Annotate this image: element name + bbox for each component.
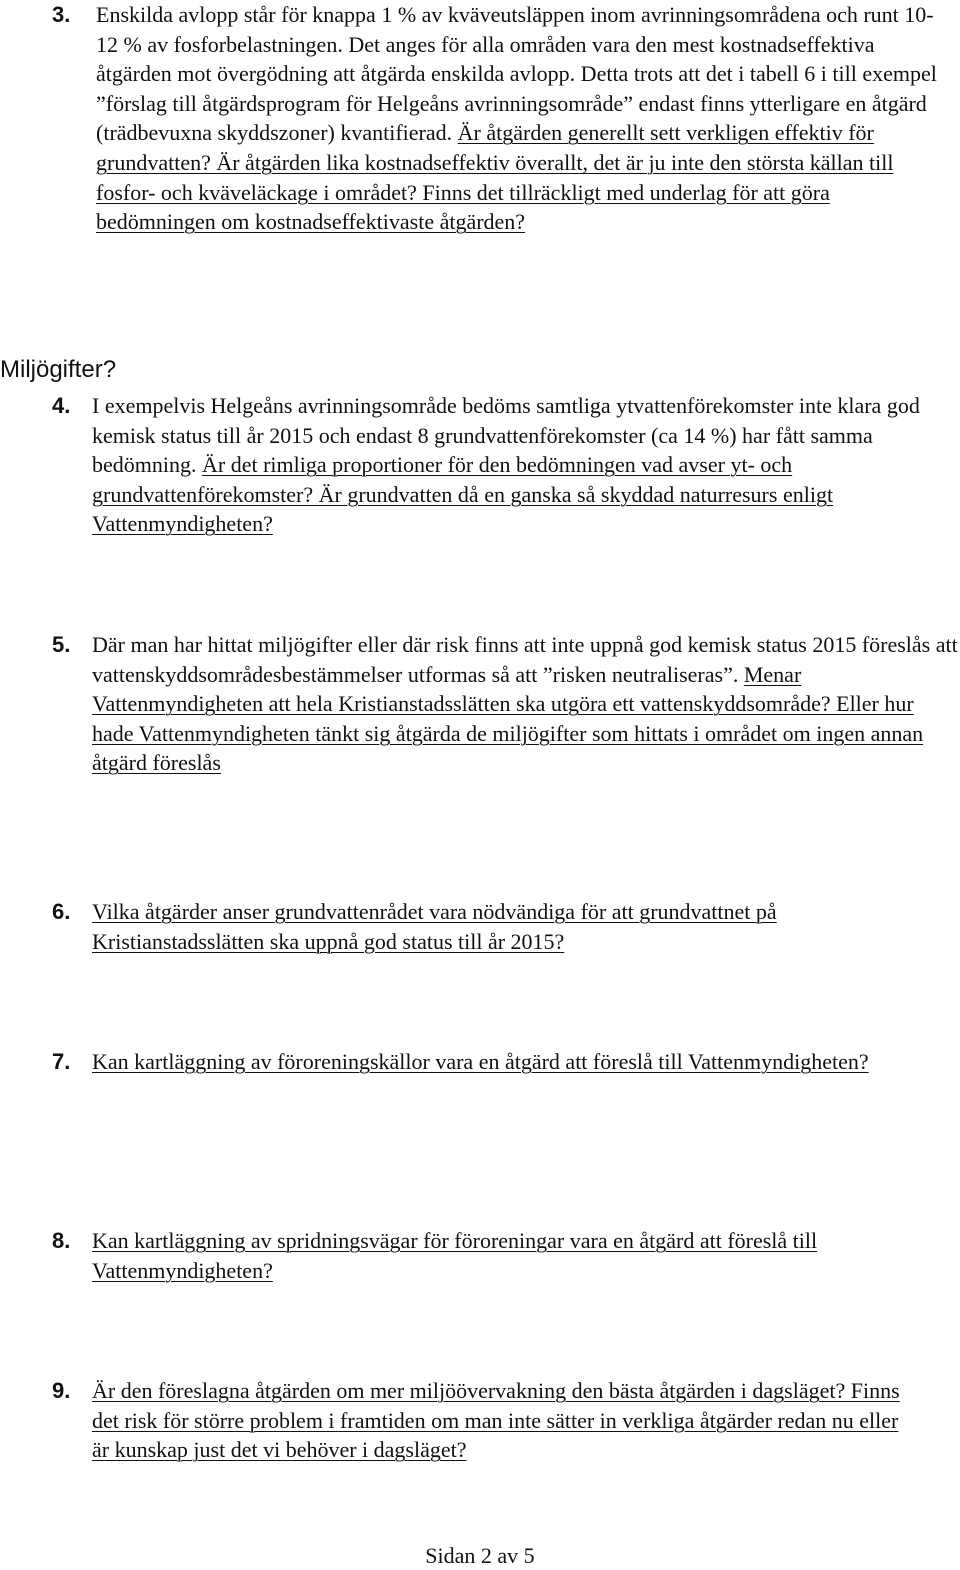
question-underlined: Är den föreslagna åtgärden om mer miljöövervakning den bästa åtgärden i dagsläget? Finns det risk för större problem i framtiden om man inte sätter in verkliga åtgärder redan nu eller är kunskap just det vi behöver i dagsläget? [92, 1378, 900, 1463]
question-underlined: Kan kartläggning av spridningsvägar för föroreningar vara en åtgärd att föreslå till Vattenmyndigheten? [92, 1228, 818, 1283]
page-footer: Sidan 2 av 5 [425, 1543, 535, 1568]
question-number: 9. [52, 1378, 71, 1403]
question-number: 8. [52, 1228, 71, 1253]
question-text [92, 1376, 902, 1465]
question-number: 6. [52, 899, 71, 924]
question-text [92, 630, 958, 778]
question-underlined: Vilka åtgärder anser grundvattenrådet vara nödvändiga för att grundvattnet på Kristianstadsslätten ska uppnå god status till år 2015? [92, 899, 777, 954]
question-text [92, 1226, 952, 1285]
question-text [92, 897, 932, 956]
question-text [96, 0, 952, 237]
question-number: 3. [52, 2, 71, 27]
question-text [92, 391, 958, 539]
question-text [92, 1047, 892, 1077]
question-underlined: Är åtgärden generellt sett verkligen effektiv för grundvatten? Är åtgärden lika kostnadseffektiv överallt, det är ju inte den största källan till fosfor- och kväveläckage i området? Finns det tillräckligt med underlag för att göra bedömningen om kostnadseffektivaste åtgärden? [96, 120, 894, 235]
question-underlined: Är det rimliga proportioner för den bedömningen vad avser yt- och grundvattenförekomster? Är grundvatten då en ganska så skyddad naturresurs enligt Vattenmyndigheten? [92, 452, 834, 537]
question-statement: Enskilda avlopp står för knappa 1 % av kväveutsläppen inom avrinningsområdena och runt 10-12 % av fosforbelastningen. Det anges för alla områden vara den mest kostnadseffektiva åtgärden mot övergödning att åtgärda enskilda avlopp. Detta trots att det i tabell 6 i till exempel ”förslag till åtgärdsprogram för Helgeåns avrinningsområde” endast finns ytterligare en åtgärd (trädbevuxna skyddszoner) kvantifierad. [96, 2, 937, 146]
question-statement: I exempelvis Helgeåns avrinningsområde bedöms samtliga ytvattenförekomster inte klara god kemisk status till år 2015 och endast 8 grundvattenförekomster (ca 14 %) har fått samma bedömning. [92, 393, 920, 478]
question-number: 7. [52, 1049, 71, 1074]
question-number: 4. [52, 393, 71, 418]
question-underlined: Menar Vattenmyndigheten att hela Kristianstadsslätten ska utgöra ett vattenskyddsområde? Eller hur hade Vattenmyndigheten tänkt sig åtgärda de miljögifter som hittats i området om ingen annan åtgärd föreslås [92, 661, 924, 776]
question-number: 5. [52, 632, 71, 657]
question-underlined: Kan kartläggning av föroreningskällor vara en åtgärd att föreslå till Vattenmyndigheten? [92, 1049, 869, 1074]
section-heading: Miljögifter? [0, 356, 117, 383]
question-statement: Där man har hittat miljögifter eller där risk finns att inte uppnå god kemisk status 2015 föreslås att vattenskyddsområdesbestämmelser utformas så att ”risken neutraliseras”. [92, 632, 958, 687]
